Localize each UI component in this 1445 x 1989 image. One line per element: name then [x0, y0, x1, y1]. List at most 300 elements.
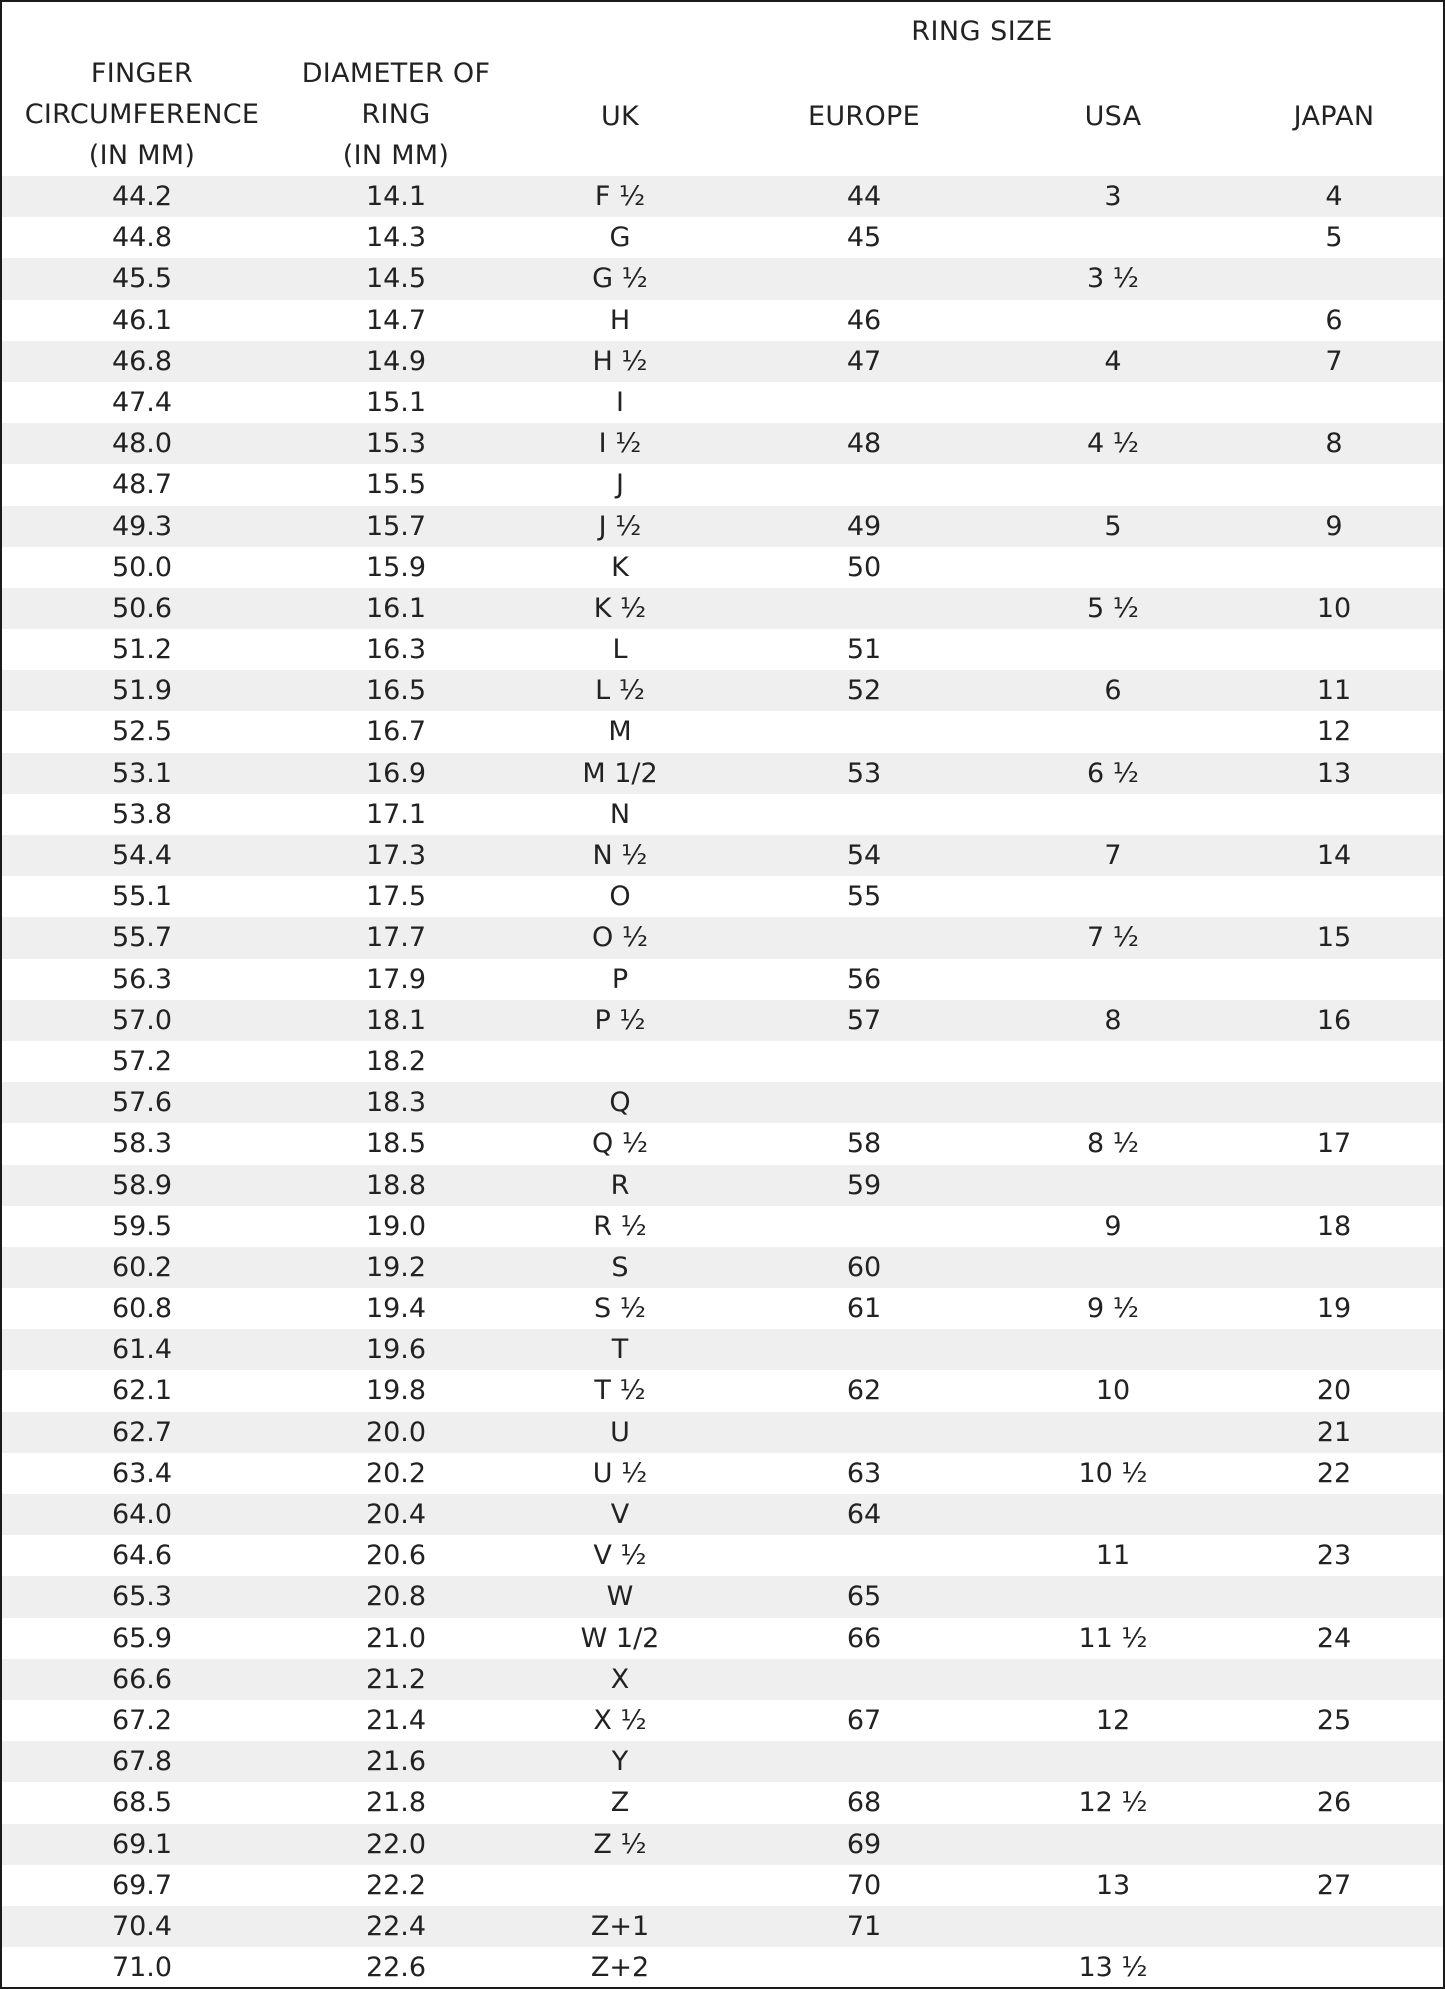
table-row	[2, 794, 1443, 835]
ring-diameter-cell: 21.2	[365, 1663, 427, 1695]
finger-circumference-cell: 50.6	[111, 592, 173, 624]
japan-size-cell	[1234, 959, 1434, 1000]
japan-size-cell	[1234, 258, 1434, 299]
europe-size-cell: 46	[846, 304, 882, 336]
japan-size-cell: 18	[1316, 1210, 1352, 1242]
table-row	[2, 382, 1443, 423]
finger-circumference-cell: 71.0	[111, 1952, 173, 1984]
finger-circumference-cell: 45.5	[111, 263, 173, 295]
ring-diameter-cell: 14.1	[365, 181, 427, 212]
ring-diameter-cell: 20.4	[365, 1499, 427, 1530]
europe-size-cell	[764, 1535, 964, 1576]
japan-size-cell	[1234, 1494, 1434, 1535]
usa-size-cell: 11	[1095, 1540, 1131, 1572]
finger-circumference-cell: 65.3	[111, 1581, 173, 1613]
table-row	[2, 1000, 1443, 1041]
usa-size-cell: 8 ½	[1087, 1128, 1139, 1160]
usa-size-cell	[1013, 1741, 1213, 1782]
uk-size-cell: Q	[609, 1087, 631, 1119]
table-row	[2, 1247, 1443, 1288]
ring-diameter-cell: 18.2	[365, 1045, 427, 1077]
uk-size-cell: Q ½	[591, 1128, 648, 1160]
europe-size-cell: 61	[846, 1293, 882, 1325]
europe-size-cell: 64	[846, 1499, 882, 1530]
table-row	[2, 629, 1443, 670]
europe-size-cell: 56	[846, 963, 882, 995]
table-row	[2, 1494, 1443, 1535]
ring-diameter-cell: 15.7	[365, 510, 427, 542]
usa-size-cell	[1013, 794, 1213, 835]
japan-size-cell: 14	[1316, 840, 1352, 871]
table-header	[2, 56, 1443, 176]
finger-circumference-cell: 63.4	[111, 1457, 173, 1489]
uk-size-cell: L ½	[595, 675, 645, 707]
table-row	[2, 1824, 1443, 1865]
ring-diameter-cell: 22.0	[365, 1828, 427, 1860]
table-row	[2, 1700, 1443, 1741]
europe-size-cell	[764, 1412, 964, 1453]
japan-size-cell: 27	[1316, 1869, 1352, 1901]
finger-circumference-cell: 62.7	[111, 1416, 173, 1448]
usa-size-cell: 12	[1095, 1704, 1131, 1736]
usa-size-cell: 4 ½	[1087, 428, 1139, 460]
uk-size-cell: X	[610, 1663, 630, 1695]
table-row	[2, 1618, 1443, 1659]
ring-diameter-cell: 17.1	[365, 798, 427, 830]
europe-size-cell: 69	[846, 1828, 882, 1860]
ring-diameter-cell: 19.6	[365, 1334, 427, 1366]
europe-size-cell: 70	[846, 1869, 882, 1901]
finger-circumference-cell: 56.3	[111, 963, 173, 995]
header-japan: JAPAN	[1293, 100, 1375, 132]
ring-diameter-cell: 15.5	[365, 469, 427, 501]
table-row	[2, 506, 1443, 547]
finger-circumference-cell: 55.7	[111, 922, 173, 954]
usa-size-cell	[1013, 464, 1213, 505]
europe-size-cell	[764, 382, 964, 423]
table-row	[2, 1659, 1443, 1700]
usa-size-cell	[1013, 1247, 1213, 1288]
finger-circumference-cell: 48.0	[111, 428, 173, 460]
europe-size-cell	[764, 258, 964, 299]
uk-size-cell: Z ½	[593, 1828, 647, 1860]
finger-circumference-cell: 53.8	[111, 798, 173, 830]
europe-size-cell: 51	[846, 634, 882, 666]
table-row	[2, 300, 1443, 341]
usa-size-cell: 8	[1104, 1004, 1122, 1036]
finger-circumference-cell: 60.8	[111, 1293, 173, 1325]
usa-size-cell: 13	[1095, 1869, 1131, 1901]
finger-circumference-cell: 67.8	[111, 1746, 173, 1778]
europe-size-cell	[764, 1082, 964, 1123]
table-row	[2, 1329, 1443, 1370]
uk-size-cell: X ½	[593, 1704, 647, 1736]
uk-size-cell	[520, 1865, 720, 1906]
europe-size-cell: 47	[846, 345, 882, 377]
finger-circumference-cell: 52.5	[111, 716, 173, 748]
finger-circumference-cell: 46.1	[111, 304, 173, 336]
japan-size-cell: 10	[1316, 592, 1352, 624]
ring-diameter-cell: 16.3	[365, 634, 427, 666]
table-row	[2, 547, 1443, 588]
table-row	[2, 1165, 1443, 1206]
usa-size-cell: 11 ½	[1078, 1622, 1148, 1654]
ring-diameter-cell: 14.3	[365, 222, 427, 254]
uk-size-cell: M 1/2	[582, 757, 658, 789]
ring-diameter-cell: 16.1	[365, 592, 427, 624]
usa-size-cell	[1013, 547, 1213, 588]
europe-size-cell	[764, 1206, 964, 1247]
table-row	[2, 876, 1443, 917]
table-row	[2, 1082, 1443, 1123]
finger-circumference-cell: 68.5	[111, 1787, 173, 1819]
japan-size-cell: 4	[1325, 181, 1343, 212]
europe-size-cell	[764, 1659, 964, 1700]
japan-size-cell: 13	[1316, 757, 1352, 789]
japan-size-cell	[1234, 1824, 1434, 1865]
uk-size-cell: Y	[611, 1746, 629, 1778]
japan-size-cell	[1234, 547, 1434, 588]
table-row	[2, 753, 1443, 794]
japan-size-cell: 5	[1325, 222, 1343, 254]
finger-circumference-cell: 70.4	[111, 1910, 173, 1942]
usa-size-cell: 3 ½	[1087, 263, 1139, 295]
usa-size-cell	[1013, 1041, 1213, 1082]
usa-size-cell: 6 ½	[1087, 757, 1139, 789]
uk-size-cell: N ½	[592, 840, 648, 871]
uk-size-cell: T	[611, 1334, 629, 1366]
japan-size-cell: 23	[1316, 1540, 1352, 1572]
uk-size-cell: M	[608, 716, 632, 748]
europe-size-cell: 45	[846, 222, 882, 254]
table-row	[2, 1782, 1443, 1823]
ring-diameter-cell: 18.3	[365, 1087, 427, 1119]
table-row	[2, 1041, 1443, 1082]
japan-size-cell	[1234, 464, 1434, 505]
europe-size-cell: 71	[846, 1910, 882, 1942]
table-row	[2, 423, 1443, 464]
uk-size-cell: L	[612, 634, 628, 666]
ring-diameter-cell: 19.2	[365, 1251, 427, 1283]
japan-size-cell	[1234, 1659, 1434, 1700]
header-uk: UK	[600, 100, 640, 132]
table-row	[2, 217, 1443, 258]
europe-size-cell: 49	[846, 510, 882, 542]
usa-size-cell	[1013, 217, 1213, 258]
uk-size-cell: G ½	[592, 263, 648, 295]
ring-diameter-cell: 22.6	[365, 1952, 427, 1984]
uk-size-cell: Z	[610, 1787, 630, 1819]
usa-size-cell: 13 ½	[1078, 1952, 1148, 1984]
japan-size-cell	[1234, 1329, 1434, 1370]
finger-circumference-cell: 69.1	[111, 1828, 173, 1860]
ring-diameter-cell: 22.4	[365, 1910, 427, 1942]
usa-size-cell: 10	[1095, 1375, 1131, 1407]
table-row	[2, 670, 1443, 711]
table-row	[2, 341, 1443, 382]
table-row	[2, 1865, 1443, 1906]
uk-size-cell: H ½	[592, 345, 648, 377]
japan-size-cell: 12	[1316, 716, 1352, 748]
finger-circumference-cell: 44.8	[111, 222, 173, 254]
ring-diameter-cell: 15.9	[365, 551, 427, 583]
usa-size-cell	[1013, 1329, 1213, 1370]
uk-size-cell: V	[610, 1499, 630, 1530]
japan-size-cell	[1234, 876, 1434, 917]
uk-size-cell: T ½	[594, 1375, 646, 1407]
japan-size-cell	[1234, 1041, 1434, 1082]
table-row	[2, 1206, 1443, 1247]
uk-size-cell: R	[610, 1169, 630, 1201]
japan-size-cell: 25	[1316, 1704, 1352, 1736]
europe-size-cell	[764, 464, 964, 505]
ring-diameter-cell: 19.8	[365, 1375, 427, 1407]
europe-size-cell: 57	[846, 1004, 882, 1036]
japan-size-cell: 19	[1316, 1293, 1352, 1325]
table-row	[2, 1576, 1443, 1617]
japan-size-cell: 8	[1325, 428, 1343, 460]
usa-size-cell: 12 ½	[1078, 1787, 1148, 1819]
ring-diameter-cell: 16.5	[365, 675, 427, 707]
usa-size-cell: 5	[1104, 510, 1122, 542]
uk-size-cell: S ½	[594, 1293, 646, 1325]
ring-diameter-cell: 16.9	[365, 757, 427, 789]
usa-size-cell	[1013, 1659, 1213, 1700]
finger-circumference-cell: 46.8	[111, 345, 173, 377]
header-ring-diameter: DIAMETER OF RING (IN MM)	[301, 58, 491, 171]
japan-size-cell: 6	[1325, 304, 1343, 336]
ring-diameter-cell: 22.2	[365, 1869, 427, 1901]
ring-diameter-cell: 17.3	[365, 840, 427, 871]
japan-size-cell: 9	[1325, 510, 1343, 542]
finger-circumference-cell: 61.4	[111, 1334, 173, 1366]
usa-size-cell: 5 ½	[1087, 592, 1139, 624]
usa-size-cell: 10 ½	[1078, 1457, 1148, 1489]
japan-size-cell: 22	[1316, 1457, 1352, 1489]
ring-diameter-cell: 21.4	[365, 1704, 427, 1736]
uk-size-cell: O	[609, 881, 631, 913]
usa-size-cell	[1013, 382, 1213, 423]
finger-circumference-cell: 65.9	[111, 1622, 173, 1654]
table-row	[2, 176, 1443, 217]
finger-circumference-cell: 60.2	[111, 1251, 173, 1283]
uk-size-cell: V ½	[593, 1540, 647, 1572]
ring-diameter-cell: 14.9	[365, 345, 427, 377]
finger-circumference-cell: 58.3	[111, 1128, 173, 1160]
uk-size-cell: H	[609, 304, 631, 336]
table-row	[2, 588, 1443, 629]
uk-size-cell: J ½	[598, 510, 642, 542]
table-row	[2, 258, 1443, 299]
uk-size-cell: W 1/2	[580, 1622, 660, 1654]
europe-size-cell	[764, 1947, 964, 1988]
uk-size-cell: P	[611, 963, 629, 995]
table-row	[2, 917, 1443, 958]
japan-size-cell: 15	[1316, 922, 1352, 954]
table-row	[2, 1906, 1443, 1947]
uk-size-cell: F ½	[594, 181, 646, 212]
uk-size-cell: P ½	[594, 1004, 646, 1036]
usa-size-cell: 3	[1104, 181, 1122, 212]
table-body	[2, 176, 1443, 1988]
finger-circumference-cell: 64.0	[111, 1499, 173, 1530]
uk-size-cell: W	[606, 1581, 634, 1613]
ring-diameter-cell: 19.0	[365, 1210, 427, 1242]
finger-circumference-cell: 57.6	[111, 1087, 173, 1119]
japan-size-cell: 20	[1316, 1375, 1352, 1407]
japan-size-cell	[1234, 1247, 1434, 1288]
usa-size-cell	[1013, 1082, 1213, 1123]
uk-size-cell: J	[616, 469, 624, 501]
ring-diameter-cell: 17.7	[365, 922, 427, 954]
uk-size-cell: Z+2	[590, 1952, 650, 1984]
usa-size-cell	[1013, 1494, 1213, 1535]
europe-size-cell: 54	[846, 840, 882, 871]
ring-diameter-cell: 20.0	[365, 1416, 427, 1448]
uk-size-cell: S	[611, 1251, 629, 1283]
usa-size-cell	[1013, 1412, 1213, 1453]
finger-circumference-cell: 51.2	[111, 634, 173, 666]
japan-size-cell	[1234, 1165, 1434, 1206]
header-usa: USA	[1084, 100, 1142, 132]
ring-diameter-cell: 20.8	[365, 1581, 427, 1613]
ring-diameter-cell: 21.6	[365, 1746, 427, 1778]
uk-size-cell: R ½	[593, 1210, 647, 1242]
finger-circumference-cell: 55.1	[111, 881, 173, 913]
finger-circumference-cell: 67.2	[111, 1704, 173, 1736]
ring-diameter-cell: 18.5	[365, 1128, 427, 1160]
table-row	[2, 1535, 1443, 1576]
finger-circumference-cell: 44.2	[111, 181, 173, 212]
japan-size-cell	[1234, 1947, 1434, 1988]
table-row	[2, 959, 1443, 1000]
ring-diameter-cell: 21.8	[365, 1787, 427, 1819]
uk-size-cell: I	[616, 386, 624, 418]
ring-diameter-cell: 20.2	[365, 1457, 427, 1489]
usa-size-cell: 6	[1104, 675, 1122, 707]
usa-size-cell	[1013, 711, 1213, 752]
header-europe: EUROPE	[808, 100, 920, 132]
japan-size-cell: 21	[1316, 1416, 1352, 1448]
europe-size-cell: 53	[846, 757, 882, 789]
uk-size-cell: I ½	[598, 428, 642, 460]
europe-size-cell: 58	[846, 1128, 882, 1160]
japan-size-cell	[1234, 794, 1434, 835]
finger-circumference-cell: 57.2	[111, 1045, 173, 1077]
finger-circumference-cell: 49.3	[111, 510, 173, 542]
uk-size-cell: O ½	[591, 922, 648, 954]
uk-size-cell: G	[609, 222, 631, 254]
japan-size-cell: 11	[1316, 675, 1352, 707]
usa-size-cell	[1013, 1824, 1213, 1865]
ring-diameter-cell: 17.5	[365, 881, 427, 913]
usa-size-cell	[1013, 300, 1213, 341]
finger-circumference-cell: 64.6	[111, 1540, 173, 1572]
table-row	[2, 1947, 1443, 1988]
europe-size-cell	[764, 1041, 964, 1082]
europe-size-cell	[764, 711, 964, 752]
finger-circumference-cell: 57.0	[111, 1004, 173, 1036]
finger-circumference-cell: 48.7	[111, 469, 173, 501]
ring-diameter-cell: 15.1	[365, 386, 427, 418]
table-row	[2, 1741, 1443, 1782]
ring-diameter-cell: 14.7	[365, 304, 427, 336]
uk-size-cell: U	[610, 1416, 630, 1448]
finger-circumference-cell: 58.9	[111, 1169, 173, 1201]
europe-size-cell	[764, 794, 964, 835]
europe-size-cell: 65	[846, 1581, 882, 1613]
finger-circumference-cell: 53.1	[111, 757, 173, 789]
usa-size-cell: 9	[1104, 1210, 1122, 1242]
table-row	[2, 711, 1443, 752]
europe-size-cell	[764, 917, 964, 958]
japan-size-cell: 24	[1316, 1622, 1352, 1654]
japan-size-cell	[1234, 1082, 1434, 1123]
europe-size-cell: 52	[846, 675, 882, 707]
europe-size-cell: 66	[846, 1622, 882, 1654]
uk-size-cell	[520, 1041, 720, 1082]
usa-size-cell	[1013, 1906, 1213, 1947]
table-row	[2, 1453, 1443, 1494]
finger-circumference-cell: 50.0	[111, 551, 173, 583]
table-row	[2, 835, 1443, 876]
ring-size-group-header: RING SIZE	[911, 16, 1053, 47]
ring-diameter-cell: 20.6	[365, 1540, 427, 1572]
finger-circumference-cell: 51.9	[111, 675, 173, 707]
finger-circumference-cell: 69.7	[111, 1869, 173, 1901]
ring-diameter-cell: 17.9	[365, 963, 427, 995]
japan-size-cell	[1234, 1741, 1434, 1782]
usa-size-cell	[1013, 959, 1213, 1000]
ring-diameter-cell: 15.3	[365, 428, 427, 460]
ring-diameter-cell: 21.0	[365, 1622, 427, 1654]
japan-size-cell: 17	[1316, 1128, 1352, 1160]
table-row	[2, 1412, 1443, 1453]
ring-diameter-cell: 19.4	[365, 1293, 427, 1325]
europe-size-cell: 62	[846, 1375, 882, 1407]
europe-size-cell: 44	[846, 181, 882, 212]
usa-size-cell	[1013, 876, 1213, 917]
uk-size-cell: K ½	[593, 592, 647, 624]
japan-size-cell	[1234, 1576, 1434, 1617]
usa-size-cell	[1013, 1165, 1213, 1206]
japan-size-cell	[1234, 1906, 1434, 1947]
europe-size-cell: 63	[846, 1457, 882, 1489]
japan-size-cell	[1234, 629, 1434, 670]
europe-size-cell: 50	[846, 551, 882, 583]
finger-circumference-cell: 62.1	[111, 1375, 173, 1407]
table-row	[2, 1288, 1443, 1329]
usa-size-cell: 9 ½	[1087, 1293, 1139, 1325]
japan-size-cell: 7	[1325, 345, 1343, 377]
europe-size-cell: 68	[846, 1787, 882, 1819]
japan-size-cell: 16	[1316, 1004, 1352, 1036]
table-row	[2, 464, 1443, 505]
uk-size-cell: Z+1	[590, 1910, 650, 1942]
usa-size-cell	[1013, 1576, 1213, 1617]
europe-size-cell: 67	[846, 1704, 882, 1736]
table-row	[2, 1123, 1443, 1164]
ring-diameter-cell: 18.1	[365, 1004, 427, 1036]
europe-size-cell	[764, 1329, 964, 1370]
japan-size-cell: 26	[1316, 1787, 1352, 1819]
finger-circumference-cell: 59.5	[111, 1210, 173, 1242]
finger-circumference-cell: 47.4	[111, 386, 173, 418]
japan-size-cell	[1234, 382, 1434, 423]
usa-size-cell: 7 ½	[1087, 922, 1139, 954]
finger-circumference-cell: 54.4	[111, 840, 173, 871]
uk-size-cell: U ½	[592, 1457, 648, 1489]
